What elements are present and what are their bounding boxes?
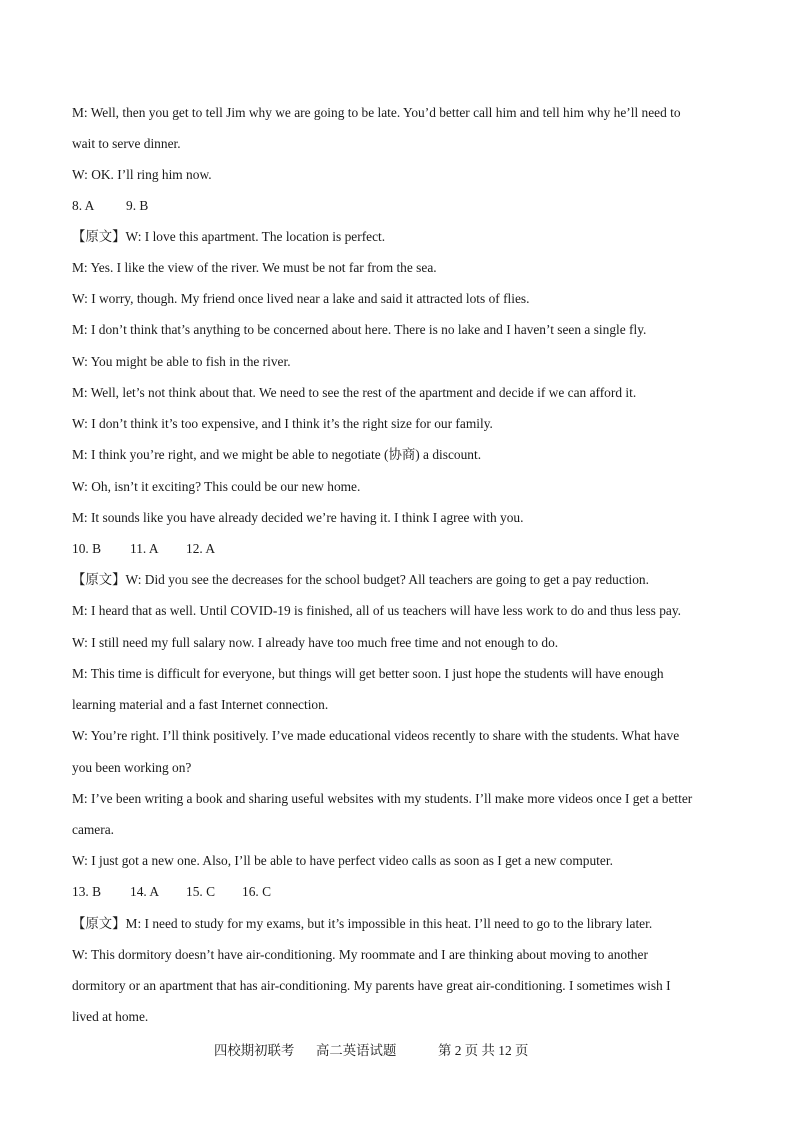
footer-exam-name: 四校期初联考 <box>214 1043 295 1058</box>
transcript-line: M: It sounds like you have already decided we’re having it. I think I agree with you. <box>72 510 524 525</box>
answer-key-row <box>72 198 148 214</box>
transcript-line: wait to serve dinner. <box>72 136 181 151</box>
answer-key: 11. A <box>130 541 159 556</box>
transcript-line: W: OK. I’ll ring him now. <box>72 167 212 182</box>
answer-key: 13. B <box>72 884 102 899</box>
transcript-line: 【原文】M: I need to study for my exams, but it’s impossible in this heat. I’ll need to go to the library later. <box>72 916 653 931</box>
transcript-line: W: I still need my full salary now. I already have too much free time and not enough to do. <box>72 635 559 650</box>
transcript-line: W: You might be able to fish in the river. <box>72 354 291 369</box>
transcript-line: M: I heard that as well. Until COVID-19 is finished, all of us teachers will have less work to do and thus less pay. <box>72 603 682 618</box>
footer-subject: 高二英语试题 <box>316 1043 397 1058</box>
answer-key: 14. A <box>130 884 160 899</box>
transcript-line: M: Well, then you get to tell Jim why we are going to be late. You’d better call him and tell him why he’ll need to <box>72 105 681 120</box>
transcript-line: M: This time is difficult for everyone, but things will get better soon. I just hope the students will have enough <box>72 666 664 681</box>
transcript-line: M: Yes. I like the view of the river. We must be not far from the sea. <box>72 260 437 275</box>
transcript-line: M: I think you’re right, and we might be able to negotiate (协商) a discount. <box>72 447 482 462</box>
transcript-line: M: Well, let’s not think about that. We need to see the rest of the apartment and decide if we can afford it. <box>72 385 637 400</box>
transcript-line: you been working on? <box>72 760 192 775</box>
answer-key: 16. C <box>242 884 272 899</box>
answer-key: 15. C <box>186 884 216 899</box>
transcript-line: M: I don’t think that’s anything to be concerned about here. There is no lake and I haven’t seen a single fly. <box>72 322 647 337</box>
answer-key: 9. B <box>126 198 149 213</box>
transcript-line: 【原文】W: I love this apartment. The location is perfect. <box>72 229 386 244</box>
transcript-line: W: You’re right. I’ll think positively. I’ve made educational videos recently to share with the students. What have <box>72 728 680 743</box>
transcript-line: W: I just got a new one. Also, I’ll be able to have perfect video calls as soon as I get a new computer. <box>72 853 613 868</box>
transcript-line: W: I worry, though. My friend once lived near a lake and said it attracted lots of flies. <box>72 291 530 306</box>
footer-page-number: 第 2 页 共 12 页 <box>438 1043 529 1058</box>
transcript-line: W: This dormitory doesn’t have air-conditioning. My roommate and I are thinking about moving to another <box>72 947 648 962</box>
answer-key: 8. A <box>72 198 95 213</box>
transcript-line: W: Oh, isn’t it exciting? This could be our new home. <box>72 479 361 494</box>
transcript-line: lived at home. <box>72 1009 149 1024</box>
answer-key: 10. B <box>72 541 102 556</box>
answer-key-row <box>72 884 271 900</box>
transcript-line: learning material and a fast Internet connection. <box>72 697 329 712</box>
answer-key: 12. A <box>186 541 216 556</box>
answer-key-row <box>72 541 215 557</box>
transcript-line: dormitory or an apartment that has air-conditioning. My parents have great air-conditioning. I sometimes wish I <box>72 978 671 993</box>
transcript-line: M: I’ve been writing a book and sharing useful websites with my students. I’ll make more videos once I get a better <box>72 791 693 806</box>
transcript-line: camera. <box>72 822 114 837</box>
transcript-line: W: I don’t think it’s too expensive, and I think it’s the right size for our family. <box>72 416 493 431</box>
transcript-line: 【原文】W: Did you see the decreases for the school budget? All teachers are going to get a pay reduction. <box>72 572 649 587</box>
